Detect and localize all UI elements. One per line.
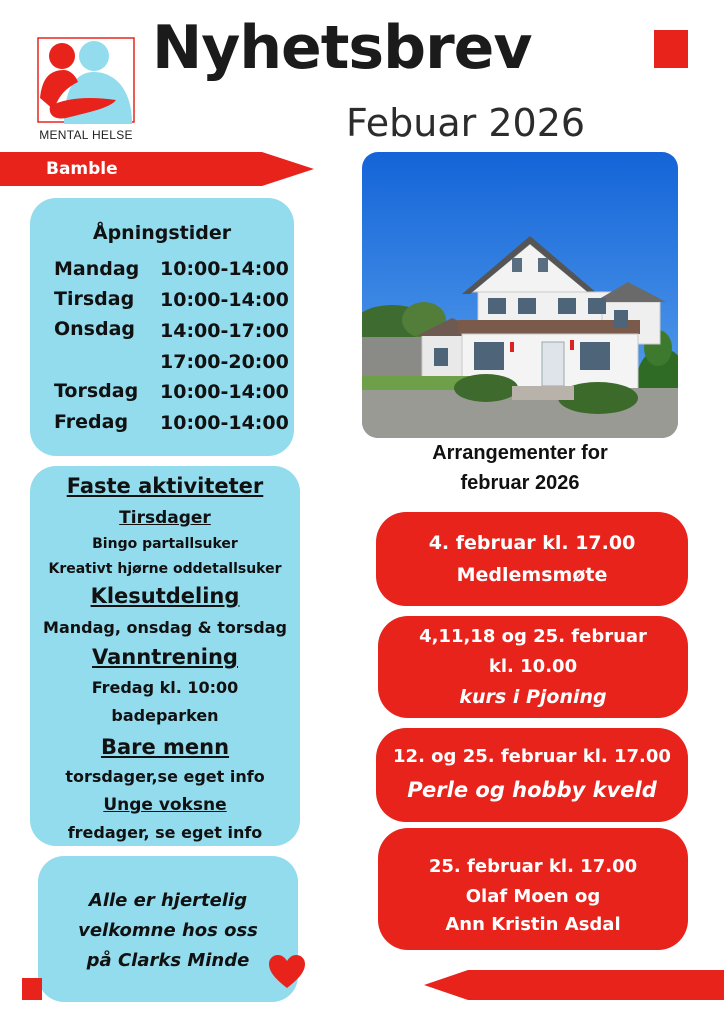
hours-time: 10:00-14:00 — [160, 258, 289, 280]
activity-text: torsdager,se eget info — [65, 767, 265, 786]
hours-time: 10:00-14:00 — [160, 381, 289, 403]
hours-day: Onsdag — [54, 318, 136, 340]
hours-time: 10:00-14:00 — [160, 289, 289, 311]
newsletter-subtitle: Febuar 2026 — [346, 101, 586, 145]
newsletter-title: Nyhetsbrev — [152, 13, 532, 83]
events-title-line: Arrangementer for — [432, 442, 608, 464]
house-photo — [362, 152, 678, 438]
welcome-line: velkomne hos oss — [78, 920, 258, 941]
hours-time: 10:00-14:00 — [160, 412, 289, 434]
events-title-line: februar 2026 — [460, 472, 580, 494]
hours-time: 14:00-17:00 — [160, 320, 289, 342]
event-date: 12. og 25. februar kl. 17.00 — [393, 746, 671, 767]
event-date: 4. februar kl. 17.00 — [428, 532, 636, 554]
welcome-line: Alle er hjertelig — [88, 890, 248, 911]
event-time: kl. 10.00 — [488, 656, 578, 677]
activity-text: Bingo partallsuker — [92, 536, 238, 552]
event-date: 4,11,18 og 25. februar — [419, 626, 647, 647]
hours-day: Mandag — [54, 258, 140, 280]
heart-icon — [268, 954, 306, 990]
activity-heading: Klesutdeling — [90, 584, 240, 608]
decor-ribbon-bottom — [424, 970, 724, 1000]
event-text: Ann Kristin Asdal — [445, 914, 621, 935]
hours-day: Torsdag — [54, 380, 139, 402]
welcome-text — [38, 886, 298, 976]
activity-heading: Unge voksne — [103, 795, 227, 815]
activity-text: Mandag, onsdag & torsdag — [43, 618, 287, 637]
event-text: Olaf Moen og — [465, 886, 601, 907]
location-label: Bamble — [46, 159, 118, 179]
activity-heading: Vanntrening — [92, 645, 238, 669]
activity-text: badeparken — [111, 706, 219, 725]
event-title: Medlemsmøte — [456, 564, 608, 586]
event-card — [376, 512, 688, 606]
decor-square-top — [654, 30, 688, 68]
activity-heading: Tirsdager — [119, 508, 211, 528]
hours-day: Fredag — [54, 411, 129, 433]
welcome-line: på Clarks Minde — [86, 950, 250, 971]
mental-helse-logo — [36, 36, 136, 124]
activity-text: Kreativt hjørne oddetallsuker — [48, 561, 282, 577]
activity-heading: Bare menn — [100, 735, 230, 759]
event-card — [376, 728, 688, 822]
opening-hours-title: Åpningstider — [92, 222, 232, 244]
event-title: Perle og hobby kveld — [407, 778, 657, 802]
hours-time: 17:00-20:00 — [160, 351, 289, 373]
activity-text: Fredag kl. 10:00 — [91, 678, 239, 697]
activities-title: Faste aktiviteter — [66, 474, 264, 498]
event-title: kurs i Pjoning — [459, 686, 607, 708]
event-date: 25. februar kl. 17.00 — [428, 856, 638, 877]
events-title — [362, 438, 678, 498]
logo-text: MENTAL HELSE — [39, 128, 133, 142]
activity-text: fredager, se eget info — [67, 823, 263, 842]
decor-square-bottom — [22, 978, 42, 1000]
hours-day: Tirsdag — [54, 288, 135, 310]
